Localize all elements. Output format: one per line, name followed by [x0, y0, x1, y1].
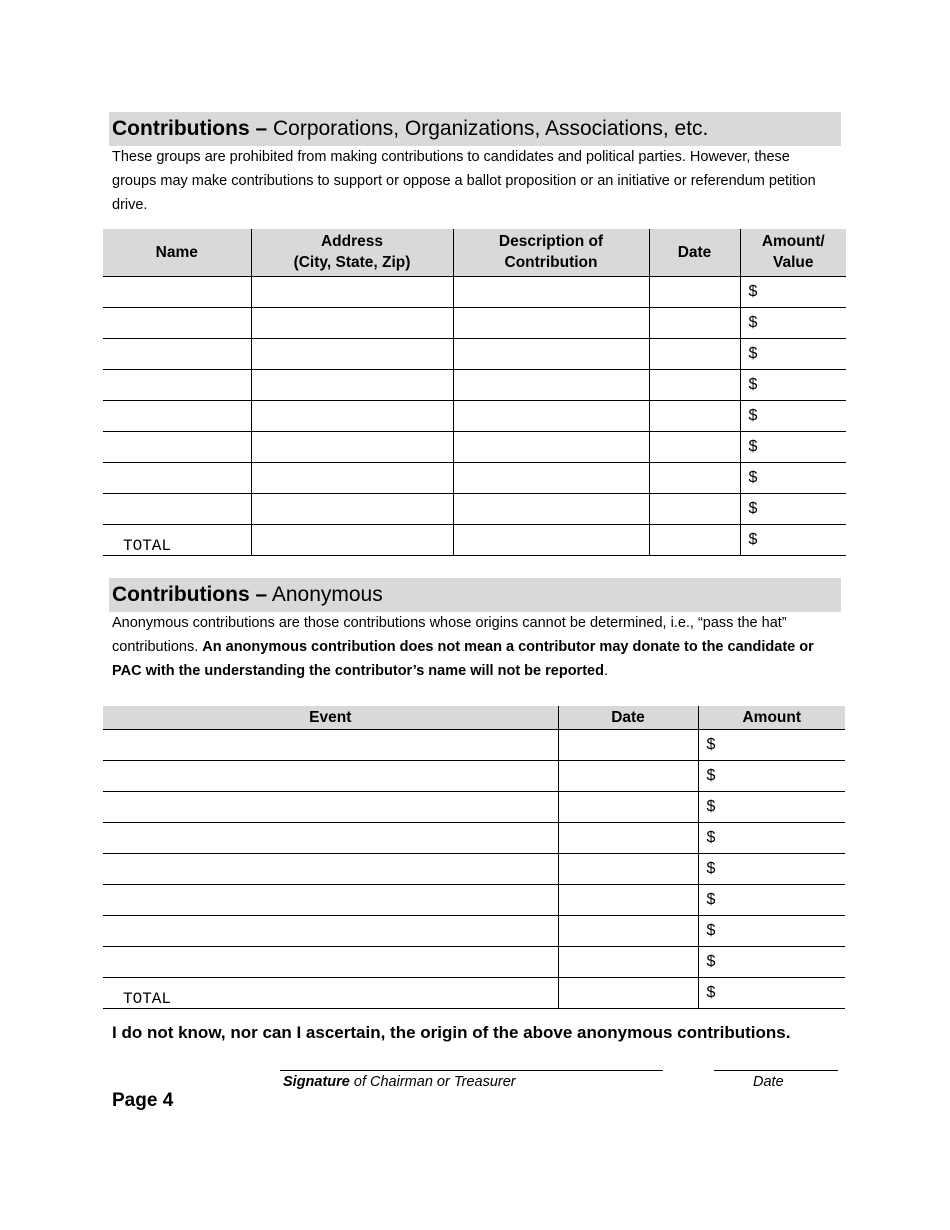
event-cell[interactable]	[103, 853, 558, 884]
date-cell[interactable]	[558, 729, 698, 760]
column-header-date: Date	[558, 706, 698, 729]
address-cell[interactable]	[251, 276, 453, 307]
event-cell[interactable]	[103, 822, 558, 853]
description-cell[interactable]	[453, 338, 649, 369]
amount-cell[interactable]: $	[740, 307, 846, 338]
address-cell[interactable]	[251, 493, 453, 524]
table-row	[103, 307, 846, 338]
table-row	[103, 276, 846, 307]
section-corporations-header	[109, 112, 841, 146]
section-title-rest: Anonymous	[267, 583, 383, 606]
column-header-event: Event	[103, 706, 558, 729]
table-row	[103, 431, 846, 462]
table-row	[103, 791, 845, 822]
table-row	[103, 760, 845, 791]
date-cell[interactable]	[649, 307, 740, 338]
signature-line[interactable]	[280, 1070, 663, 1071]
description-end: .	[603, 663, 608, 679]
amount-cell[interactable]: $	[698, 884, 845, 915]
table-row	[103, 853, 845, 884]
amount-cell[interactable]: $	[740, 338, 846, 369]
name-cell[interactable]	[103, 369, 251, 400]
amount-cell[interactable]: $	[698, 791, 845, 822]
event-cell[interactable]	[103, 729, 558, 760]
description-bold: An anonymous contribution does not mean a contributor may donate to the candidate or PAC with the understanding the contributor’s name will not be reported	[112, 639, 814, 679]
table-row	[103, 915, 845, 946]
event-cell[interactable]	[103, 946, 558, 977]
table-row	[103, 338, 846, 369]
date-cell[interactable]	[558, 791, 698, 822]
amount-cell[interactable]: $	[740, 462, 846, 493]
name-cell[interactable]	[103, 338, 251, 369]
address-cell[interactable]	[251, 400, 453, 431]
total-row	[103, 524, 846, 555]
table-row	[103, 884, 845, 915]
total-amount-cell[interactable]: $	[740, 524, 846, 555]
amount-cell[interactable]: $	[740, 493, 846, 524]
name-cell[interactable]	[103, 431, 251, 462]
total-row	[103, 977, 845, 1008]
section-title-bold: Contributions –	[112, 583, 268, 606]
event-cell[interactable]	[103, 791, 558, 822]
column-header-description: Description of Contribution	[453, 229, 649, 276]
description-cell[interactable]	[453, 462, 649, 493]
amount-cell[interactable]: $	[740, 369, 846, 400]
total-amount-cell[interactable]: $	[698, 977, 845, 1008]
event-cell[interactable]	[103, 760, 558, 791]
address-cell[interactable]	[251, 524, 453, 555]
column-header-address: Address (City, State, Zip)	[251, 229, 453, 276]
amount-cell[interactable]: $	[740, 276, 846, 307]
amount-cell[interactable]: $	[698, 946, 845, 977]
amount-cell[interactable]: $	[698, 729, 845, 760]
date-cell[interactable]	[558, 853, 698, 884]
table-row	[103, 369, 846, 400]
signature-date-line[interactable]	[714, 1070, 838, 1071]
table-row	[103, 729, 845, 760]
table-row	[103, 822, 845, 853]
amount-cell[interactable]: $	[740, 400, 846, 431]
section-corporations-description: These groups are prohibited from making contributions to candidates and political parties. However, these groups may make contributions to support or oppose a ballot proposition or an initiative or referendum petition drive.	[112, 149, 816, 213]
amount-cell[interactable]: $	[698, 853, 845, 884]
date-cell[interactable]	[649, 493, 740, 524]
date-cell[interactable]	[558, 977, 698, 1008]
date-cell[interactable]	[558, 915, 698, 946]
name-cell[interactable]	[103, 400, 251, 431]
total-label: TOTAL	[103, 524, 251, 555]
amount-cell[interactable]: $	[740, 431, 846, 462]
column-header-amount: Amount	[698, 706, 845, 729]
date-cell[interactable]	[649, 524, 740, 555]
description-cell[interactable]	[453, 493, 649, 524]
signature-date-label: Date	[753, 1074, 784, 1090]
page-number: Page 4	[112, 1090, 174, 1111]
date-cell[interactable]	[649, 276, 740, 307]
address-cell[interactable]	[251, 338, 453, 369]
date-cell[interactable]	[649, 369, 740, 400]
amount-cell[interactable]: $	[698, 915, 845, 946]
section-anonymous-header	[109, 578, 841, 612]
section-anonymous-description	[112, 611, 832, 683]
signature-label: Signature of Chairman or Treasurer	[283, 1074, 516, 1090]
address-cell[interactable]	[251, 369, 453, 400]
amount-cell[interactable]: $	[698, 822, 845, 853]
column-header-name: Name	[103, 229, 251, 276]
section-title-rest: Corporations, Organizations, Associations, etc.	[267, 117, 709, 140]
name-cell[interactable]	[103, 462, 251, 493]
name-cell[interactable]	[103, 493, 251, 524]
section-title-bold: Contributions –	[112, 117, 268, 140]
description-cell[interactable]	[453, 431, 649, 462]
date-cell[interactable]	[649, 431, 740, 462]
date-cell[interactable]	[558, 760, 698, 791]
description-cell[interactable]	[453, 276, 649, 307]
date-cell[interactable]	[558, 822, 698, 853]
amount-cell[interactable]: $	[698, 760, 845, 791]
name-cell[interactable]	[103, 276, 251, 307]
address-cell[interactable]	[251, 431, 453, 462]
certification-statement: I do not know, nor can I ascertain, the origin of the above anonymous contributions.	[112, 1023, 791, 1042]
description-cell[interactable]	[453, 369, 649, 400]
date-cell[interactable]	[649, 462, 740, 493]
table-row	[103, 462, 846, 493]
address-cell[interactable]	[251, 307, 453, 338]
corporations-table	[103, 229, 846, 556]
event-cell[interactable]	[103, 915, 558, 946]
date-cell[interactable]	[649, 400, 740, 431]
table-row	[103, 946, 845, 977]
date-cell[interactable]	[558, 946, 698, 977]
date-cell[interactable]	[558, 884, 698, 915]
anonymous-table	[103, 706, 845, 1009]
address-cell[interactable]	[251, 462, 453, 493]
description-cell[interactable]	[453, 524, 649, 555]
event-cell[interactable]	[103, 884, 558, 915]
column-header-amount: Amount/ Value	[740, 229, 846, 276]
description-cell[interactable]	[453, 400, 649, 431]
total-label: TOTAL	[103, 977, 558, 1008]
column-header-date: Date	[649, 229, 740, 276]
table-row	[103, 400, 846, 431]
table-row	[103, 493, 846, 524]
description-plain: Anonymous contributions are those contributions whose origins cannot be determined, i.e., “pass the hat” contributions.	[112, 615, 787, 655]
date-cell[interactable]	[649, 338, 740, 369]
description-cell[interactable]	[453, 307, 649, 338]
name-cell[interactable]	[103, 307, 251, 338]
